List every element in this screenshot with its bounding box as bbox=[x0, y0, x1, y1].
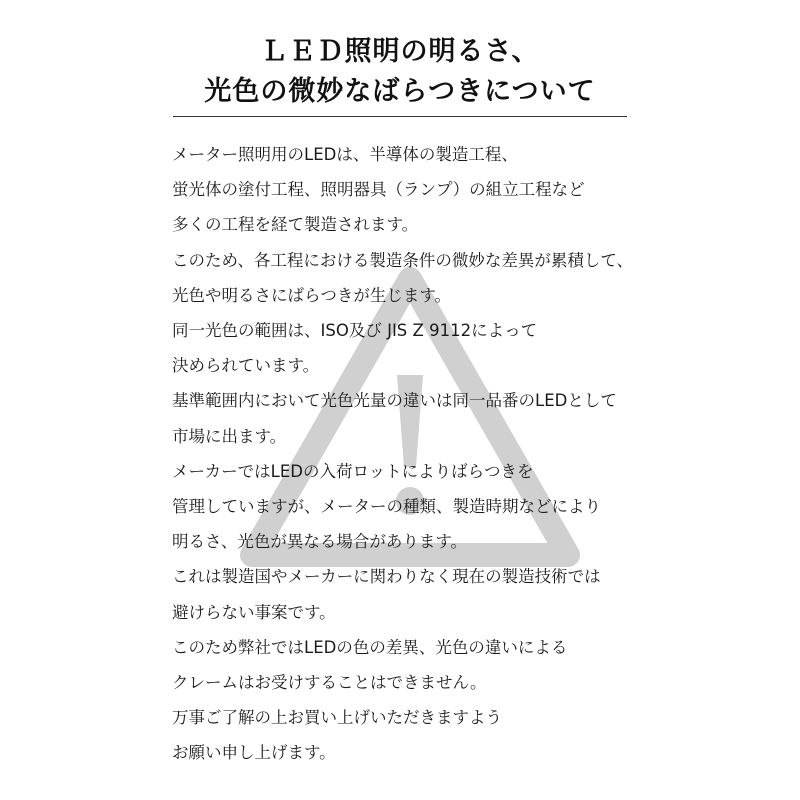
body-line-16: クレームはお受けすることはできません。 bbox=[172, 673, 487, 693]
body-line-18: お願い申し上げます。 bbox=[172, 743, 336, 763]
body-line-9: 市場に出ます。 bbox=[172, 426, 287, 446]
body-line-3: 多くの工程を経て製造されます。 bbox=[172, 215, 419, 235]
body-line-8: 基準範囲内において光色光量の違いは同一品番のLEDとして bbox=[172, 391, 617, 411]
body-line-7: 決められています。 bbox=[172, 356, 320, 376]
body-line-6: 同一光色の範囲は、ISO及び JIS Z 9112によって bbox=[172, 321, 538, 341]
body-line-14: 避けらない事案です。 bbox=[172, 602, 336, 622]
body-line-11: 管理していますが、メーターの種類、製造時期などにより bbox=[172, 497, 601, 517]
body-line-1: メーター照明用のLEDは、半導体の製造工程、 bbox=[172, 145, 518, 164]
body-line-10: メーカーではLEDの入荷ロットによりばらつきを bbox=[172, 461, 534, 481]
body-line-15: このため弊社ではLEDの色の差異、光色の違いによる bbox=[172, 637, 568, 657]
title-line-2: 光色の微妙なばらつきについて bbox=[204, 76, 596, 107]
body-line-2: 蛍光体の塗付工程、照明器具（ランプ）の組立工程など bbox=[172, 180, 585, 200]
body-line-12: 明るさ、光色が異なる場合があります。 bbox=[172, 532, 468, 552]
body-line-5: 光色や明るさにばらつきが生じます。 bbox=[172, 285, 452, 305]
page-title bbox=[0, 32, 800, 112]
title-line-1: ＬＥＤ照明の明るさ、 bbox=[260, 36, 540, 67]
body-line-13: これは製造国やメーカーに関わりなく現在の製造技術では bbox=[172, 567, 601, 587]
title-divider bbox=[173, 116, 627, 117]
notice-body bbox=[172, 137, 642, 771]
body-line-4: このため、各工程における製造条件の微妙な差異が累積して、 bbox=[172, 250, 634, 270]
body-line-17: 万事ご了解の上お買い上げいただきますよう bbox=[172, 708, 502, 728]
